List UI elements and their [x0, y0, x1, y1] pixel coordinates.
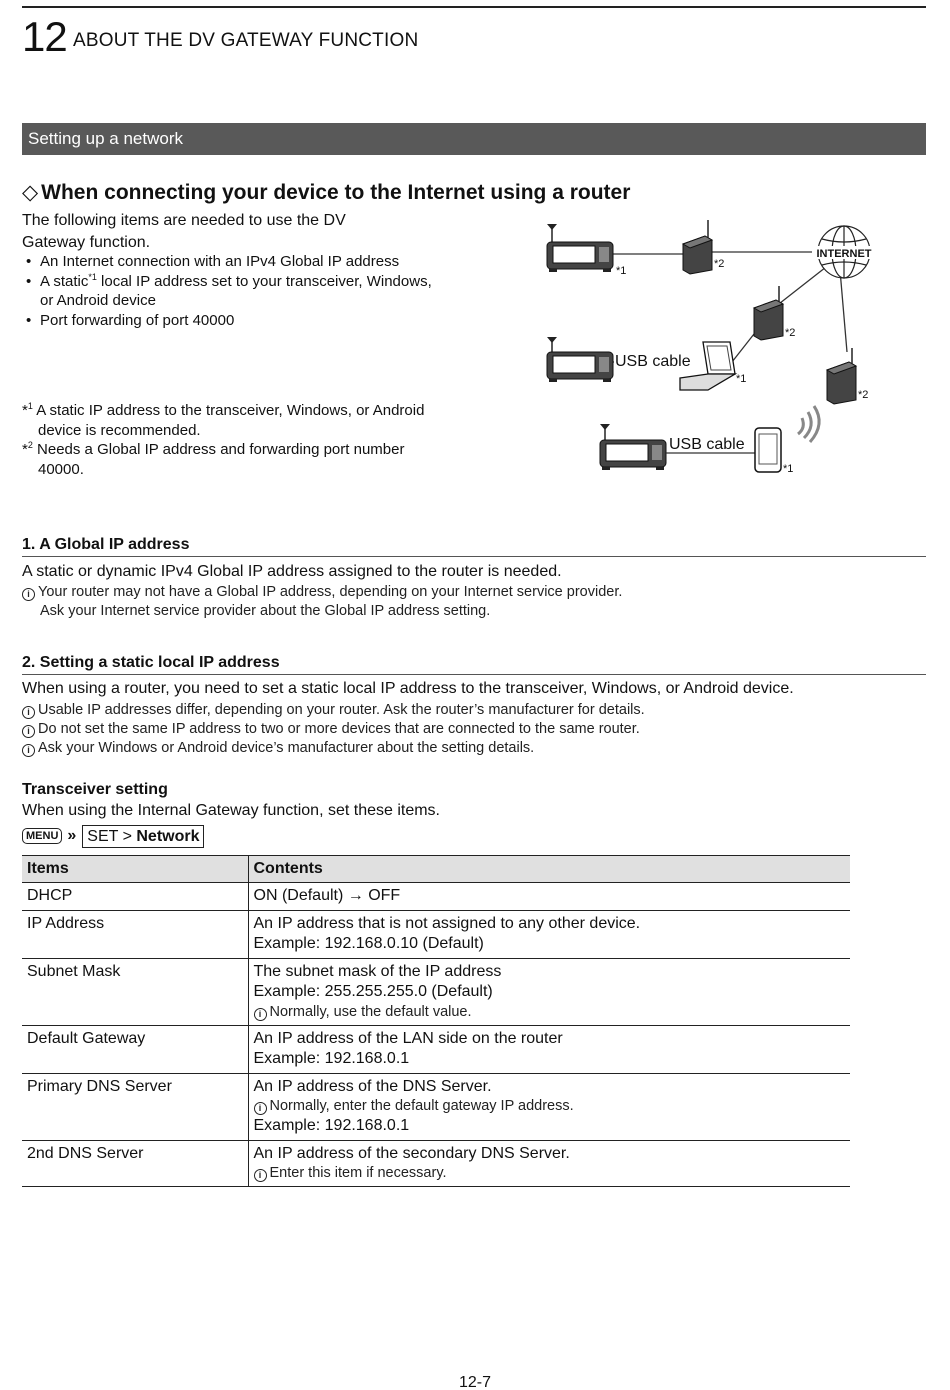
requirement-list [26, 252, 446, 330]
transceiver-icon [600, 424, 666, 470]
table-cell-item: 2nd DNS Server [22, 1140, 248, 1187]
table-row [22, 958, 850, 1025]
menu-path [22, 824, 204, 848]
menu-key-icon: MENU [22, 828, 62, 844]
table-body [22, 883, 850, 1187]
footnote-number: 2 [27, 440, 33, 451]
content-note [254, 1003, 846, 1022]
footnote [22, 440, 452, 479]
info-text: Do not set the same IP address to two or more devices that are connected to the same router. [38, 721, 640, 737]
subheading [22, 180, 630, 205]
table-cell-contents [248, 1025, 850, 1073]
subheading-text: When connecting your device to the Internet using a router [41, 181, 631, 204]
section-title-bar: Setting up a network [22, 123, 926, 155]
content-line: Example: 192.168.0.1 [253, 1117, 410, 1134]
content-line: Example: 192.168.0.10 (Default) [253, 935, 484, 952]
info-note [22, 584, 622, 601]
info-circle-icon: i [22, 706, 35, 719]
usb-cable-label: USB cable [669, 436, 745, 453]
content-line: ON (Default) → OFF [253, 887, 401, 904]
footnote-ref: *1 [88, 271, 97, 282]
table-cell-contents [248, 1140, 850, 1187]
transceiver-setting-desc: When using the Internal Gateway function, set these items. [22, 802, 440, 819]
info-note-continued: Ask your Internet service provider about the Global IP address setting. [40, 603, 491, 619]
footnote-text: Needs a Global IP address and forwarding port number 40000. [32, 441, 405, 478]
table-cell-item: Subnet Mask [22, 958, 248, 1025]
footnote-mark: *2 [785, 327, 796, 339]
table-row [22, 1140, 850, 1187]
chapter-title: ABOUT THE DV GATEWAY FUNCTION [73, 30, 419, 51]
table-cell-contents [248, 1073, 850, 1140]
content-line: The subnet mask of the IP address [253, 962, 502, 980]
network-diagram [540, 212, 930, 492]
footnote-mark: *2 [714, 258, 725, 270]
footnote-mark: *1 [736, 373, 747, 385]
content-line: An IP address that is not assigned to any other device. [253, 914, 641, 932]
transceiver-icon [547, 224, 613, 272]
table-row [22, 883, 850, 911]
list-item: • An Internet connection with an IPv4 Global IP address [26, 252, 446, 272]
table-row [22, 1025, 850, 1073]
transceiver-icon [547, 337, 613, 382]
content-line: Example: 192.168.0.1 [253, 1050, 410, 1067]
section-body: When using a router, you need to set a static local IP address to the transceiver, Windows, or Android device. [22, 680, 794, 697]
content-note-text: Enter this item if necessary. [269, 1165, 447, 1181]
table-cell-contents [248, 883, 850, 911]
menu-path-box [82, 825, 204, 848]
content-note-text: Normally, enter the default gateway IP address. [269, 1098, 574, 1114]
footnote-mark: *1 [616, 265, 627, 277]
diamond-icon: ◇ [22, 181, 39, 204]
table-header-row [22, 856, 850, 883]
section-body: A static or dynamic IPv4 Global IP address assigned to the router is needed. [22, 563, 562, 580]
usb-cable-label: USB cable [615, 353, 691, 370]
intro-text: The following items are needed to use the DV Gateway function. [22, 212, 346, 251]
list-item-text: A static [40, 272, 89, 290]
footnote [22, 401, 452, 440]
menu-path-prefix: SET > [87, 827, 137, 845]
info-text: Ask your Windows or Android device’s manufacturer about the setting details. [38, 740, 535, 756]
list-item-text: local IP address set to your transceiver, Windows, or Android device [40, 272, 432, 310]
content-line: An IP address of the secondary DNS Server. [253, 1144, 570, 1162]
content-line: Example: 255.255.255.0 (Default) [253, 983, 493, 1000]
info-circle-icon: i [254, 1169, 267, 1182]
content-line: An IP address of the DNS Server. [253, 1077, 492, 1095]
footnote-text: A static IP address to the transceiver, Windows, or Android device is recommended. [32, 402, 425, 439]
info-circle-icon: i [22, 588, 35, 601]
info-text: Usable IP addresses differ, depending on your router. Ask the router’s manufacturer for details. [38, 702, 645, 718]
footnotes [22, 401, 452, 479]
table-cell-item: DHCP [22, 883, 248, 911]
table-row [22, 1073, 850, 1140]
section-heading-global-ip: 1. A Global IP address [22, 536, 926, 557]
settings-table [22, 855, 850, 1187]
footnote-mark: *1 [783, 463, 794, 475]
table-cell-contents [248, 910, 850, 958]
section-heading-static-ip: 2. Setting a static local IP address [22, 654, 926, 675]
footnote-number: 1 [27, 401, 33, 411]
table-cell-item: Default Gateway [22, 1025, 248, 1073]
top-rule [22, 6, 926, 8]
smartphone-icon [755, 428, 781, 472]
router-icon [754, 286, 783, 340]
table-header: Contents [248, 856, 850, 883]
internet-label: INTERNET [816, 248, 872, 260]
content-note [254, 1097, 846, 1116]
menu-separator: » [67, 827, 77, 844]
table-cell-item: Primary DNS Server [22, 1073, 248, 1140]
info-note [22, 702, 645, 719]
info-circle-icon: i [22, 744, 35, 757]
transceiver-setting-heading: Transceiver setting [22, 781, 168, 798]
info-note [22, 740, 534, 757]
content-note-text: Normally, use the default value. [269, 1003, 472, 1020]
table-header: Items [22, 856, 248, 883]
chapter-number: 12 [22, 13, 67, 60]
list-item: • Port forwarding of port 40000 [26, 311, 446, 331]
menu-path-item: Network [136, 827, 200, 845]
footnote-mark: *2 [858, 389, 869, 401]
info-note [22, 721, 640, 738]
info-circle-icon: i [22, 725, 35, 738]
content-note [254, 1164, 846, 1183]
info-circle-icon: i [254, 1102, 267, 1115]
footnote-mark: * [22, 402, 28, 419]
wifi-icon [798, 406, 819, 442]
page-number: 12-7 [458, 1374, 492, 1390]
info-circle-icon: i [254, 1008, 267, 1021]
list-item [26, 272, 446, 311]
info-text: Your router may not have a Global IP address, depending on your Internet service provider. [38, 584, 623, 600]
router-icon [827, 348, 856, 404]
table-row [22, 910, 850, 958]
table-cell-item: IP Address [22, 910, 248, 958]
table-cell-contents [248, 958, 850, 1025]
footnote-mark: * [22, 441, 28, 459]
router-icon [683, 220, 712, 274]
content-line: An IP address of the LAN side on the router [253, 1029, 563, 1047]
